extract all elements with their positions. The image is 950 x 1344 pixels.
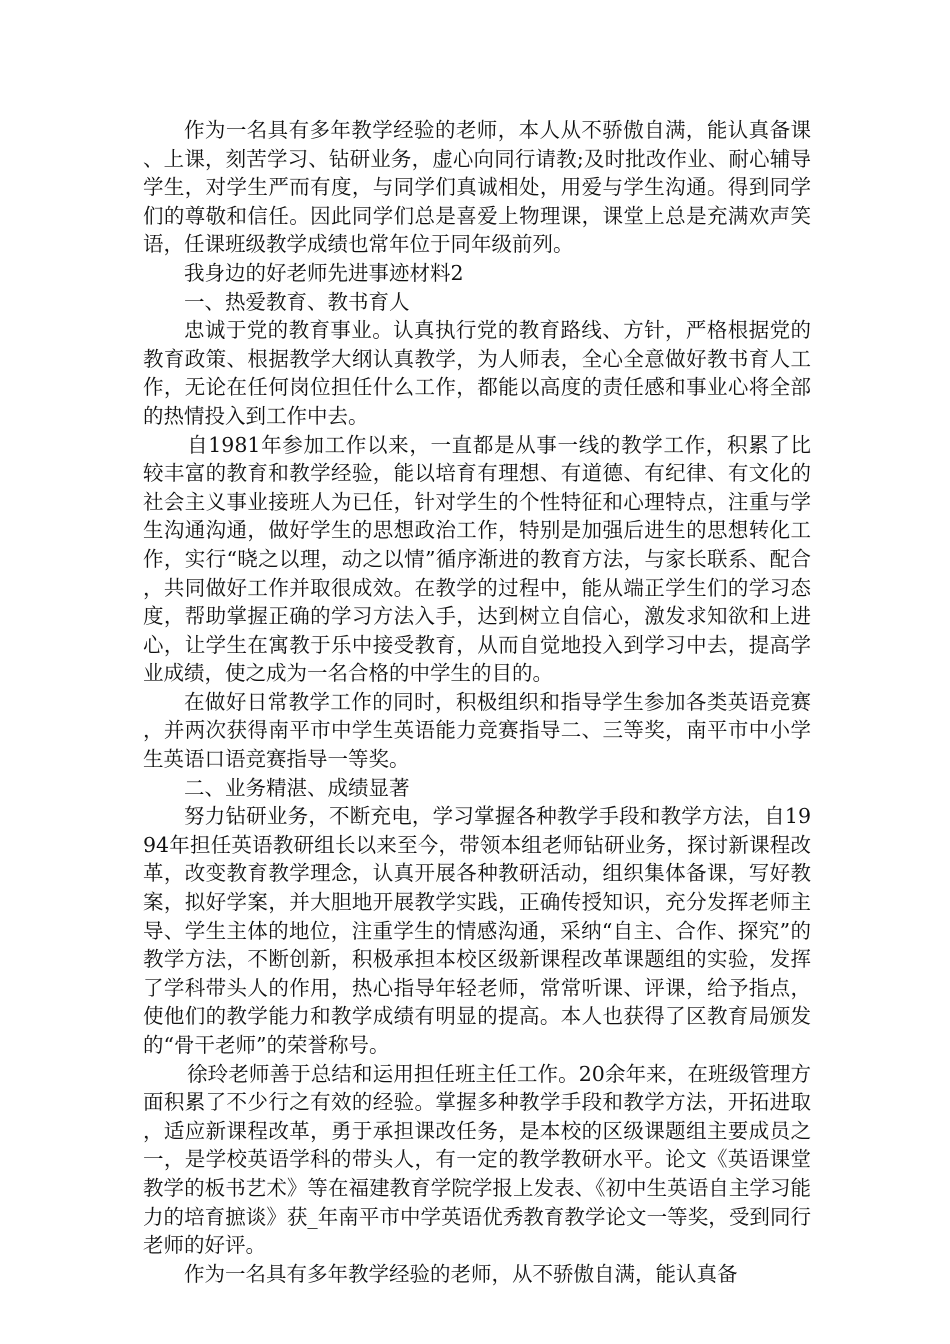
section-heading-2: 二、业务精湛、成绩显著	[184, 775, 410, 800]
paragraph-since-1981: 自1981年参加工作以来，一直都是从事一线的教学工作，积累了比较丰富的教育和教学经验，能以培育有理想、有道德、有纪律、有文化的社会主义事业接班人为已任，针对学生的个性特征和心理特点，注重与学生沟通沟通，做好学生的思想政治工作，特别是加强后进生的思想转化工作，实行“晓之以理，动之以情”循序渐进的教育方法，与家长联系、配合，共同做好工作并取很成效。在教学的过程中，能从端正学生们的学习态度，帮助掌握正确的学习方法入手，达到树立自信心，激发求知欲和上进心，让学生在寓教于乐中接受教育，从而自觉地投入到学习中去，提高学业成绩，使之成为一名合格的中学生的目的。	[143, 432, 811, 686]
paragraph-loyalty: 忠诚于党的教育事业。认真执行党的教育路线、方针，严格根据党的教育政策、根据教学大纲认真教学，为人师表，全心全意做好教书育人工作，无论在任何岗位担任什么工作，都能以高度的责任感和事业心将全部的热情投入到工作中去。	[143, 318, 811, 428]
paragraph-competitions: 在做好日常教学工作的同时，积极组织和指导学生参加各类英语竞赛，并两次获得南平市中学生英语能力竞赛指导二、三等奖，南平市中小学生英语口语竞赛指导一等奖。	[143, 689, 811, 772]
paragraph-continued: 作为一名具有多年教学经验的老师，从不骄傲自满，能认真备	[184, 1261, 738, 1286]
document-body	[143, 116, 811, 1288]
paragraph-xu-ling: 徐玲老师善于总结和运用担任班主任工作。20余年来，在班级管理方面积累了不少行之有效的经验。掌握多种教学手段和教学方法，开拓进取，适应新课程改革，勇于承担课改任务，是本校的区级课题组主要成员之一，是学校英语学科的带头人，有一定的教学教研水平。论文《英语课堂教学的板书艺术》等在福建教育学院学报上发表、《初中生英语自主学习能力的培育摭谈》获_年南平市中学英语优秀教育教学论文一等奖，受到同行老师的好评。	[143, 1061, 811, 1258]
section-heading-1: 一、热爱教育、教书育人	[184, 289, 410, 314]
paragraph-research: 努力钻研业务，不断充电，学习掌握各种教学手段和教学方法，自1994年担任英语教研组长以来至今，带领本组老师钻研业务，探讨新课程改革，改变教育教学理念，认真开展各种教研活动，组织集体备课，写好教案，拟好学案，并大胆地开展教学实践，正确传授知识，充分发挥老师主导、学生主体的地位，注重学生的情感沟通，采纳“自主、合作、探究”的教学方法，不断创新，积极承担本校区级新课程改革课题组的实验，发挥了学科带头人的作用，热心指导年轻老师，常常听课、评课，给予指点，使他们的教学能力和教学成绩有明显的提高。本人也获得了区教育局颁发的“骨干老师”的荣誉称号。	[143, 804, 811, 1057]
paragraph-intro: 作为一名具有多年教学经验的老师，本人从不骄傲自满，能认真备课、上课，刻苦学习、钻研业务，虚心向同行请教;及时批改作业、耐心辅导学生，对学生严而有度，与同学们真诚相处，用爱与学生沟通。得到同学们的尊敬和信任。因此同学们总是喜爱上物理课，课堂上总是充满欢声笑语，任课班级教学成绩也常年位于同年级前列。	[143, 118, 811, 257]
document-subtitle: 我身边的好老师先进事迹材料2	[184, 260, 464, 285]
